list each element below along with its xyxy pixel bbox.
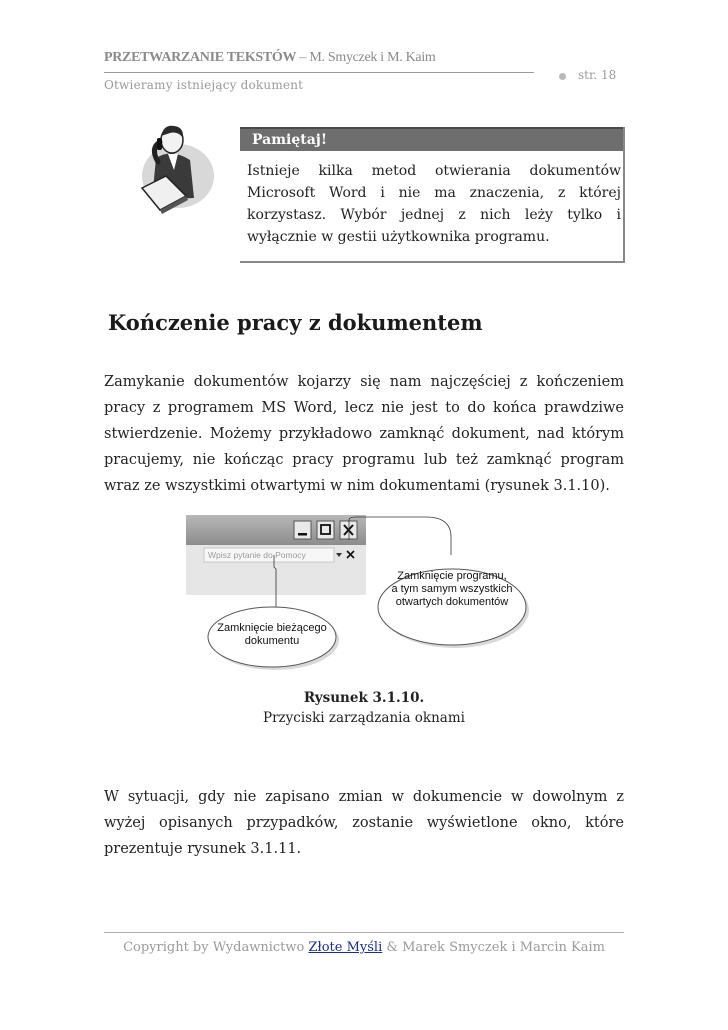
figure-caption-number: Rysunek 3.1.10. <box>303 690 425 706</box>
reminder-text: Istnieje kilka metod otwierania dokumentów Microsoft Word i nie ma znaczenia, z której korzystasz. Wybór jednej z nich leży tylko i wyłącznie w gestii użytkownika programu. <box>247 163 621 245</box>
body-paragraph: Zamykanie dokumentów kojarzy się nam najczęściej z kończeniem pracy z programem MS Word, lecz nie jest to do końca prawdziwe stwierdzenie. Możemy przykładowo zamknąć dokument, nad którym pracujemy, nie kończąc pracy programu lub też zamknąć program wraz ze wszystkimi otwartymi w nim dokumentami (rysunek 3.1.10). <box>104 374 624 494</box>
footer-prefix: Copyright by Wydawnictwo <box>123 940 309 955</box>
footer-suffix: & Marek Smyczek i Marcin Kaim <box>382 940 605 955</box>
header-title-bold: PRZETWARZANIE TEKSTÓW <box>104 50 297 65</box>
close-window-icon <box>340 521 357 539</box>
minimize-icon <box>294 521 311 539</box>
running-header-subtitle: Otwieramy istniejący dokument <box>104 78 304 92</box>
window-buttons-figure <box>186 515 513 680</box>
title-bar <box>186 515 366 545</box>
header-divider <box>104 72 534 73</box>
header-title-authors: – M. Smyczek i M. Kaim <box>296 50 436 65</box>
running-header-title <box>104 50 436 66</box>
section-heading: Kończenie pracy z dokumentem <box>108 310 483 335</box>
callout-close-program-line3: otwartych dokumentów <box>395 596 509 608</box>
callout-close-program-line2: a tym samym wszystkich <box>391 583 513 595</box>
maximize-icon <box>317 521 334 539</box>
callout-close-document-line2: dokumentu <box>244 635 300 647</box>
reminder-title: Pamiętaj! <box>240 127 623 151</box>
page-number: str. 18 <box>578 68 617 82</box>
man-on-phone-clipart-icon <box>128 118 218 218</box>
callout-close-program-line1: Zamknięcie programu, <box>397 570 507 582</box>
bullet-icon <box>559 73 566 80</box>
publisher-link[interactable]: Złote Myśli <box>308 940 383 955</box>
footer-copyright <box>104 940 624 955</box>
footer-divider <box>104 932 624 933</box>
callout-close-document-line1: Zamknięcie bieżącego <box>217 622 327 634</box>
help-search-placeholder: Wpisz pytanie do Pomocy <box>208 550 306 560</box>
figure-caption-text: Przyciski zarządzania oknami <box>263 710 465 726</box>
body-paragraph-2: W sytuacji, gdy nie zapisano zmian w dokumencie w dowolnym z wyżej opisanych przypadków, zostanie wyświetlone okno, które prezentuje rysunek 3.1.11. <box>104 789 624 857</box>
reminder-box <box>240 127 625 263</box>
